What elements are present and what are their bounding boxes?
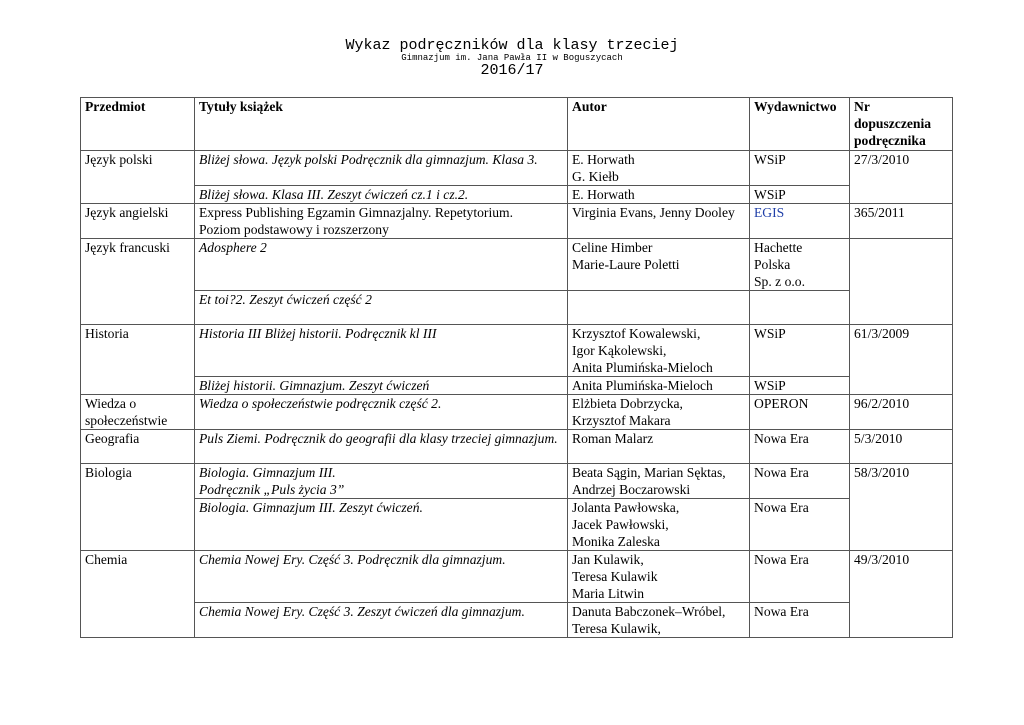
cell-title: Adosphere 2 <box>195 239 568 291</box>
textbook-table <box>80 97 953 638</box>
cell-approval-number: 49/3/2010 <box>850 551 953 638</box>
cell-author: Krzysztof Kowalewski, Igor Kąkolewski, Anita Plumińska-Mieloch <box>568 325 750 377</box>
cell-title: Et toi?2. Zeszyt ćwiczeń część 2 <box>195 291 568 325</box>
cell-publisher: WSiP <box>750 325 850 377</box>
cell-author: Anita Plumińska-Mieloch <box>568 377 750 395</box>
cell-title: Puls Ziemi. Podręcznik do geografii dla klasy trzeciej gimnazjum. <box>195 430 568 464</box>
table-header-row <box>81 98 953 151</box>
cell-title: Chemia Nowej Ery. Część 3. Zeszyt ćwiczeń dla gimnazjum. <box>195 603 568 638</box>
cell-publisher: WSiP <box>750 151 850 186</box>
table-row <box>81 186 953 204</box>
table-row <box>81 395 953 430</box>
cell-subject: Język polski <box>81 151 195 204</box>
cell-approval-number: 96/2/2010 <box>850 395 953 430</box>
cell-author: E. Horwath <box>568 186 750 204</box>
cell-approval-number: 365/2011 <box>850 204 953 239</box>
cell-title: Bliżej słowa. Klasa III. Zeszyt ćwiczeń cz.1 i cz.2. <box>195 186 568 204</box>
cell-publisher: Nowa Era <box>750 551 850 603</box>
cell-author <box>568 291 750 325</box>
cell-publisher: Hachette Polska Sp. z o.o. <box>750 239 850 291</box>
cell-publisher: Nowa Era <box>750 499 850 551</box>
cell-author: Elżbieta Dobrzycka, Krzysztof Makara <box>568 395 750 430</box>
cell-author: E. Horwath G. Kiełb <box>568 151 750 186</box>
cell-approval-number: 58/3/2010 <box>850 464 953 551</box>
cell-subject: Wiedza o społeczeństwie <box>81 395 195 430</box>
table-row <box>81 204 953 239</box>
table-row <box>81 464 953 499</box>
cell-subject: Chemia <box>81 551 195 638</box>
table-row <box>81 430 953 464</box>
cell-approval-number <box>850 239 953 325</box>
document-header <box>0 38 1024 79</box>
cell-subject: Biologia <box>81 464 195 551</box>
cell-approval-number: 27/3/2010 <box>850 151 953 204</box>
cell-author: Jolanta Pawłowska, Jacek Pawłowski, Monika Zaleska <box>568 499 750 551</box>
table-row <box>81 603 953 638</box>
column-header-subject: Przedmiot <box>81 98 195 151</box>
cell-title: Biologia. Gimnazjum III. Podręcznik „Puls życia 3” <box>195 464 568 499</box>
cell-approval-number: 61/3/2009 <box>850 325 953 395</box>
table-body <box>81 151 953 638</box>
table-row <box>81 377 953 395</box>
cell-author: Jan Kulawik, Teresa Kulawik Maria Litwin <box>568 551 750 603</box>
cell-subject: Język francuski <box>81 239 195 325</box>
cell-title: Wiedza o społeczeństwie podręcznik część 2. <box>195 395 568 430</box>
cell-author: Virginia Evans, Jenny Dooley <box>568 204 750 239</box>
cell-title: Chemia Nowej Ery. Część 3. Podręcznik dla gimnazjum. <box>195 551 568 603</box>
cell-subject: Geografia <box>81 430 195 464</box>
cell-title: Historia III Bliżej historii. Podręcznik kl III <box>195 325 568 377</box>
table-row <box>81 151 953 186</box>
document-title: Wykaz podręczników dla klasy trzeciej <box>345 37 679 54</box>
cell-author: Danuta Babczonek–Wróbel, Teresa Kulawik, <box>568 603 750 638</box>
cell-title: Biologia. Gimnazjum III. Zeszyt ćwiczeń. <box>195 499 568 551</box>
cell-title: Bliżej słowa. Język polski Podręcznik dla gimnazjum. Klasa 3. <box>195 151 568 186</box>
cell-title: Express Publishing Egzamin Gimnazjalny. Repetytorium. Poziom podstawowy i rozszerzony <box>195 204 568 239</box>
table-row <box>81 551 953 603</box>
cell-publisher: Nowa Era <box>750 464 850 499</box>
cell-publisher: OPERON <box>750 395 850 430</box>
cell-publisher: EGIS <box>750 204 850 239</box>
column-header-title: Tytuły książek <box>195 98 568 151</box>
table-row <box>81 239 953 291</box>
column-header-publisher: Wydawnictwo <box>750 98 850 151</box>
cell-publisher <box>750 291 850 325</box>
cell-publisher: Nowa Era <box>750 430 850 464</box>
table-row <box>81 499 953 551</box>
cell-publisher: WSiP <box>750 377 850 395</box>
cell-author: Celine Himber Marie-Laure Poletti <box>568 239 750 291</box>
cell-publisher: WSiP <box>750 186 850 204</box>
cell-approval-number: 5/3/2010 <box>850 430 953 464</box>
cell-author: Roman Malarz <box>568 430 750 464</box>
table-row <box>81 325 953 377</box>
school-year: 2016/17 <box>480 62 544 79</box>
cell-subject: Historia <box>81 325 195 395</box>
column-header-author: Autor <box>568 98 750 151</box>
cell-publisher: Nowa Era <box>750 603 850 638</box>
table-row <box>81 291 953 325</box>
cell-subject: Język angielski <box>81 204 195 239</box>
cell-title: Bliżej historii. Gimnazjum. Zeszyt ćwiczeń <box>195 377 568 395</box>
school-name: Gimnazjum im. Jana Pawła II w Boguszycach <box>401 53 623 63</box>
column-header-approval-number: Nr dopuszczenia podręcznika <box>850 98 953 151</box>
cell-author: Beata Sągin, Marian Sęktas, Andrzej Boczarowski <box>568 464 750 499</box>
